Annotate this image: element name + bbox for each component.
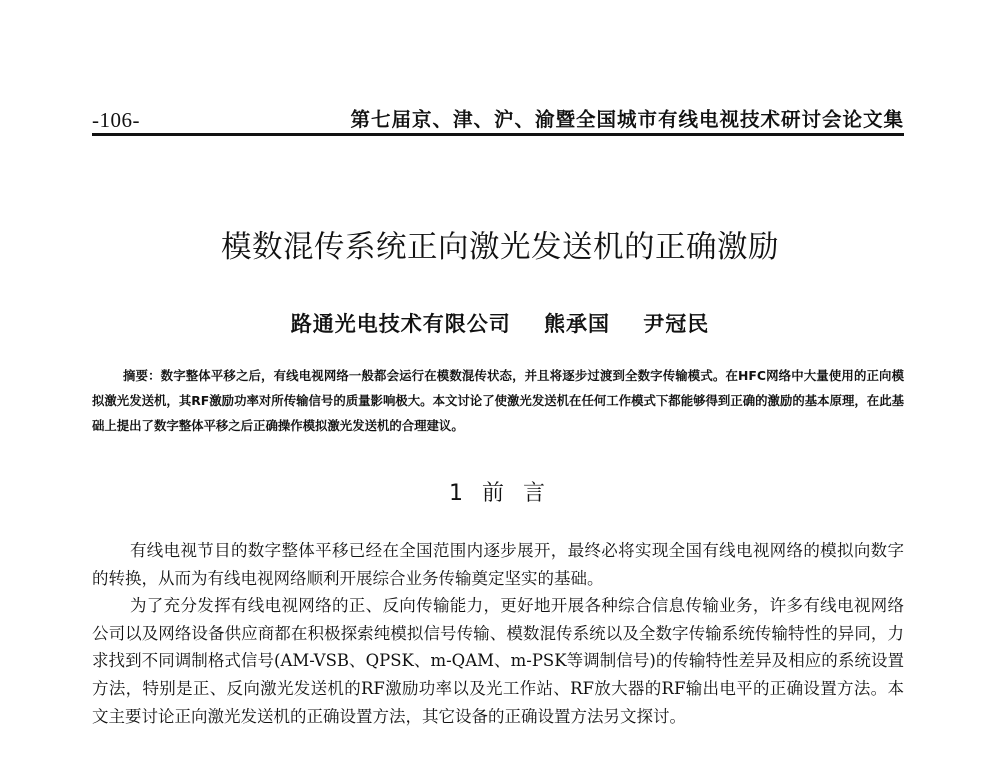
body-paragraph: 有线电视节目的数字整体平移已经在全国范围内逐步展开，最终必将实现全国有线电视网络的模拟向数字的转换，从而为有线电视网络顺利开展综合业务传输奠定坚实的基础。 xyxy=(92,541,904,588)
page-header xyxy=(92,96,904,136)
body-paragraph: 为了充分发挥有线电视网络的正、反向传输能力，更好地开展各种综合信息传输业务，许多有线电视网络公司以及网络设备供应商都在积极探索纯模拟信号传输、模数混传系统以及全数字传输系统传输特性的异同，力求找到不同调制格式信号(AM-VSB、QPSK、m-QAM、m-PSK等调制信号)的传输特性差异及相应的系统设置方法，特别是正、反向激光发送机的RF激励功率以及光工作站、RF放大器的RF输出电平的正确设置方法。本文主要讨论正向激光发送机的正确设置方法，其它设备的正确设置方法另文探讨。 xyxy=(92,596,904,726)
section-heading: 1 前 言 xyxy=(449,481,551,506)
paper-abstract: 摘要：数字整体平移之后，有线电视网络一般都会运行在模数混传状态，并且将逐步过渡到全数字传输模式。在HFC网络中大量使用的正向模拟激光发送机，其RF激励功率对所传输信号的质量影响极大。本文讨论了使激光发送机在任何工作模式下都能够得到正确的激励的基本原理，在此基础上提出了数字整体平移之后正确操作模拟激光发送机的合理建议。 xyxy=(92,368,904,433)
running-title: 第七届京、津、沪、渝暨全国城市有线电视技术研讨会论文集 xyxy=(350,108,904,131)
paper-title: 模数混传系统正向激光发送机的正确激励 xyxy=(221,230,779,265)
header-rule xyxy=(92,133,904,136)
paper-authors: 路通光电技术有限公司 熊承国 尹冠民 xyxy=(290,312,710,336)
section-body xyxy=(92,537,904,730)
page-number: -106- xyxy=(92,108,140,132)
